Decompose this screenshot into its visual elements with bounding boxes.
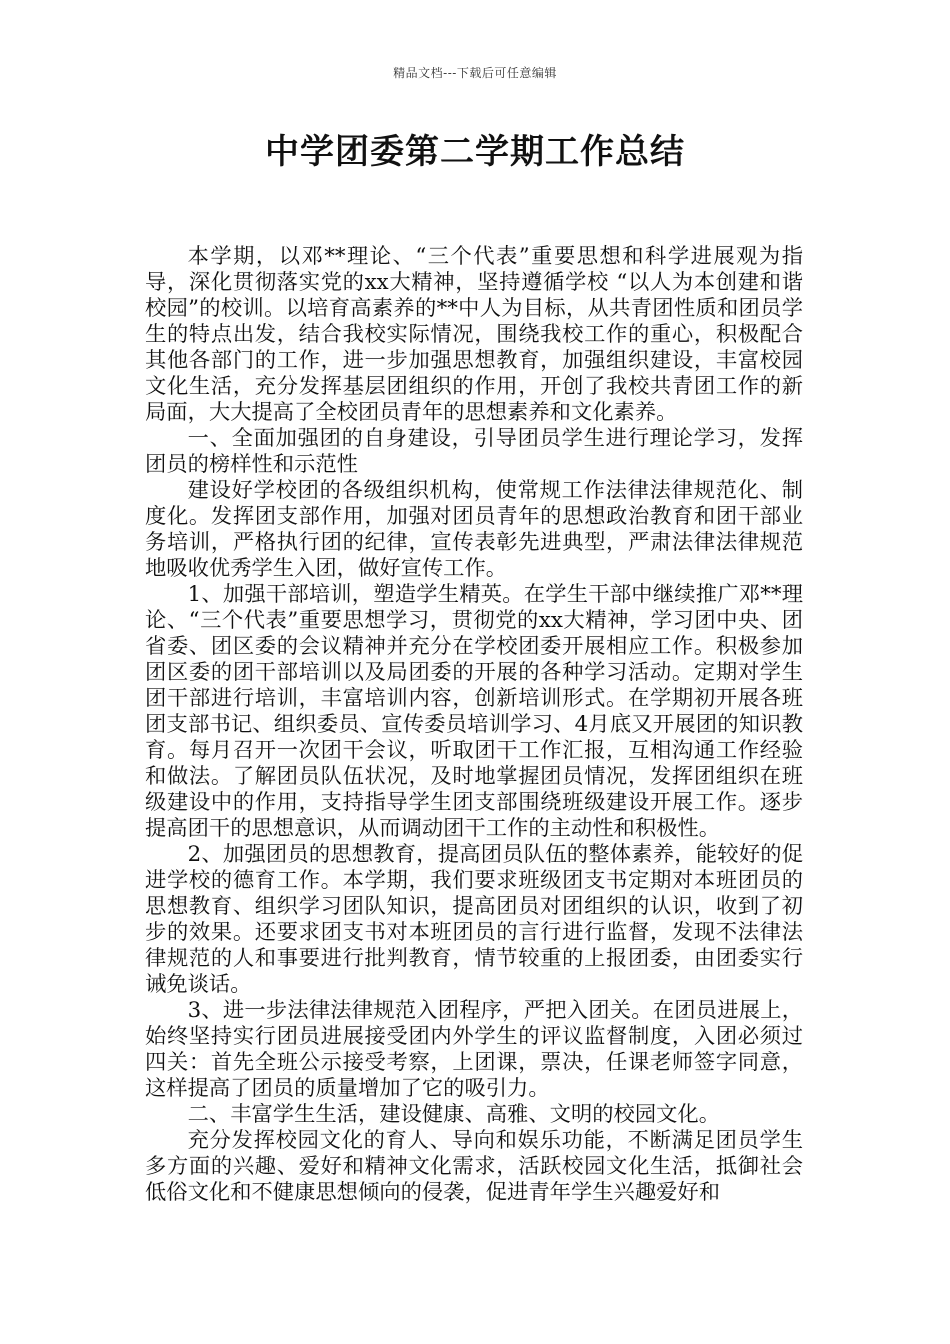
paragraph-item-3: 3、进一步法律法律规范入团程序，严把入团关。在团员进展上，始终坚持实行团员进展接受团内外学生的评议监督制度，入团必须过四关：首先全班公示接受考察，上团课，票决，任课老师签字同意，这样提高了团员的质量增加了它的吸引力。 (145, 998, 803, 1101)
document-title: 中学团委第二学期工作总结 (265, 132, 685, 172)
section-heading-2: 二、丰富学生生活，建设健康、高雅、文明的校园文化。 (187, 1102, 721, 1127)
paragraph-item-2: 2、加强团员的思想教育，提高团员队伍的整体素养，能较好的促进学校的德育工作。本学期，我们要求班级团支书定期对本班团员的思想教育、组织学习团队知识，提高团员对团组织的认识，收到了初步的效果。还要求团支书对本班团员的言行进行监督，发现不法律法律规范的人和事要进行批判教育，情节较重的上报团委，由团委实行诫免谈话。 (145, 842, 803, 997)
page-header-note: 精品文档---下载后可任意编辑 (393, 66, 557, 80)
document-body (145, 244, 803, 1206)
paragraph-campus-culture: 充分发挥校园文化的育人、导向和娱乐功能，不断满足团员学生多方面的兴趣、爱好和精神文化需求，活跃校园文化生活，抵御社会低俗文化和不健康思想倾向的侵袭，促进青年学生兴趣爱好和 (145, 1128, 803, 1205)
section-heading-1: 一、全面加强团的自身建设，引导团员学生进行理论学习，发挥团员的榜样性和示范性 (145, 426, 803, 477)
paragraph-item-1: 1、加强干部培训，塑造学生精英。在学生干部中继续推广邓**理论、“三个代表”重要思想学习，贯彻党的xx大精神，学习团中央、团省委、团区委的会议精神并充分在学校团委开展相应工作。积极参加团区委的团干部培训以及局团委的开展的各种学习活动。定期对学生团干部进行培训，丰富培训内容，创新培训形式。在学期初开展各班团支部书记、组织委员、宣传委员培训学习、4月底又开展团的知识教育。每月召开一次团干会议，听取团干工作汇报，互相沟通工作经验和做法。了解团员队伍状况，及时地掌握团员情况，发挥团组织在班级建设中的作用，支持指导学生团支部围绕班级建设开展工作。逐步提高团干的思想意识，从而调动团干工作的主动性和积极性。 (145, 582, 803, 841)
paragraph-organization: 建设好学校团的各级组织机构，使常规工作法律法律规范化、制度化。发挥团支部作用，加强对团员青年的思想政治教育和团干部业务培训，严格执行团的纪律，宣传表彰先进典型，严肃法律法律规范地吸收优秀学生入团，做好宣传工作。 (145, 478, 803, 581)
paragraph-intro: 本学期，以邓**理论、“三个代表”重要思想和科学进展观为指导，深化贯彻落实党的xx大精神，坚持遵循学校 “以人为本创建和谐校园”的校训。以培育高素养的**中人为目标，从共青团性质和团员学生的特点出发，结合我校实际情况，围绕我校工作的重心，积极配合其他各部门的工作，进一步加强思想教育，加强组织建设，丰富校园文化生活，充分发挥基层团组织的作用，开创了我校共青团工作的新局面，大大提高了全校团员青年的思想素养和文化素养。 (145, 244, 803, 425)
